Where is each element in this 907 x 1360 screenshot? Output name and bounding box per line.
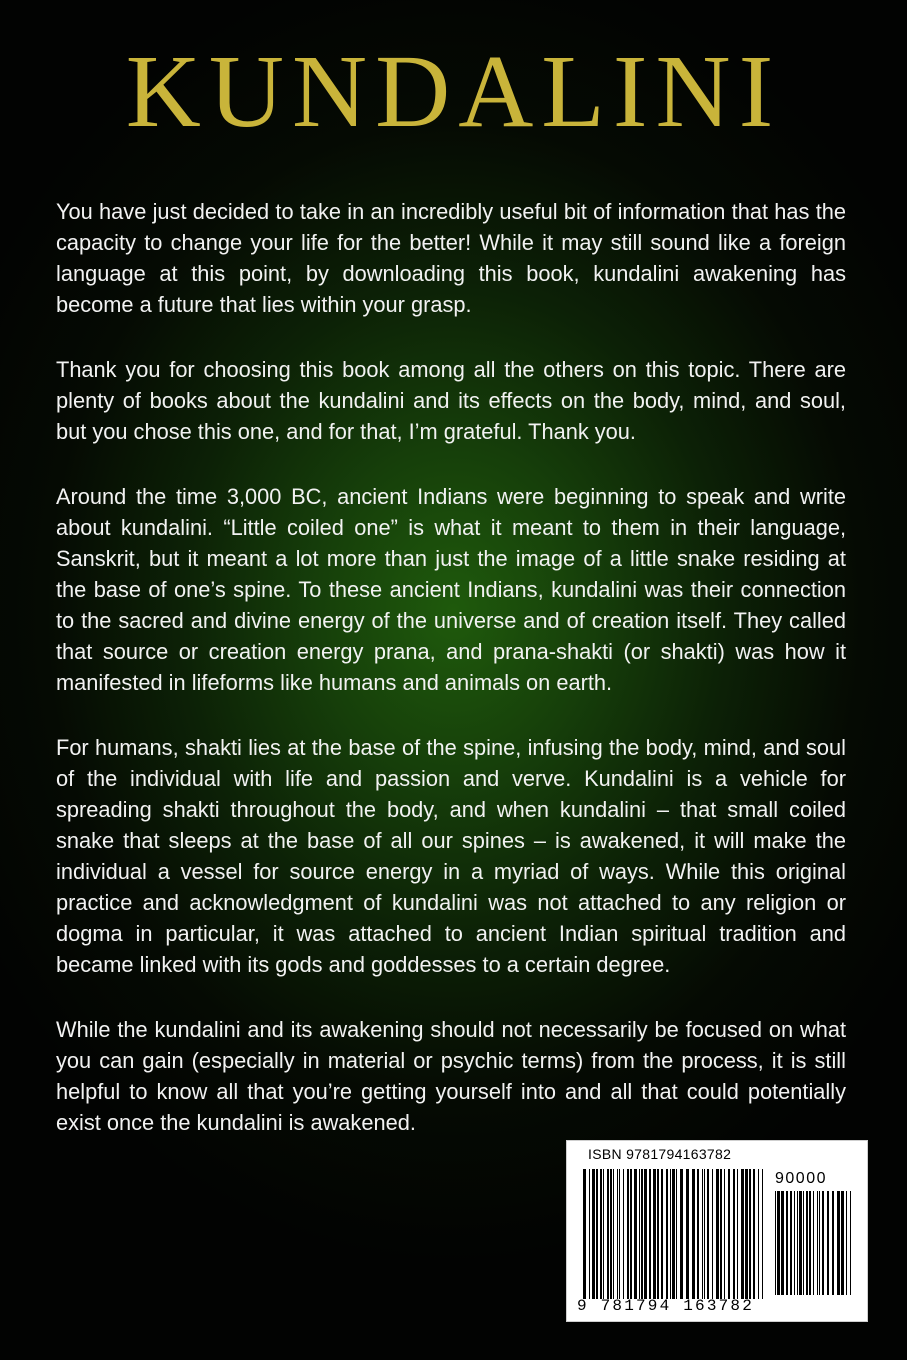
price-code: 90000 bbox=[775, 1170, 827, 1187]
ean13-bars-graphic bbox=[581, 1169, 767, 1299]
isbn-label: ISBN 9781794163782 bbox=[588, 1146, 732, 1162]
book-title: KUNDALINI bbox=[125, 34, 782, 149]
ean-digits: 9 781794 163782 bbox=[577, 1297, 755, 1315]
back-cover-blurb bbox=[56, 196, 846, 1172]
isbn-barcode bbox=[566, 1140, 868, 1322]
blurb-paragraph-1: You have just decided to take in an incredibly useful bit of information that has the capacity to change your life for the better! While it may still sound like a foreign language at this point, by downloading this book, kundalini awakening has become a future that lies within your grasp. bbox=[56, 199, 846, 317]
blurb-paragraph-3: Around the time 3,000 BC, ancient Indians were beginning to speak and write about kundalini. “Little coiled one” is what it meant to them in their language, Sanskrit, but it meant a lot more than just the image of a little snake residing at the base of one’s spine. To these ancient Indians, kundalini was their connection to the sacred and divine energy of the universe and of creation itself. They called that source or creation energy prana, and prana-shakti (or shakti) was how it manifested in lifeforms like humans and animals on earth. bbox=[56, 484, 846, 695]
blurb-paragraph-5: While the kundalini and its awakening should not necessarily be focused on what you can gain (especially in material or psychic terms) from the process, it is still helpful to know all that you’re getting yourself into and all that could potentially exist once the kundalini is awakened. bbox=[56, 1017, 846, 1135]
blurb-paragraph-2: Thank you for choosing this book among all the others on this topic. There are plenty of books about the kundalini and its effects on the body, mind, and soul, but you chose this one, and for that, I’m grateful. Thank you. bbox=[56, 357, 846, 444]
addon-bars-graphic bbox=[773, 1191, 857, 1295]
blurb-paragraph-4: For humans, shakti lies at the base of the spine, infusing the body, mind, and soul of the individual with life and passion and verve. Kundalini is a vehicle for spreading shakti throughout the body, and when kundalini – that small coiled snake that sleeps at the base of all our spines – is awakened, it will make the individual a vessel for source energy in a myriad of ways. While this original practice and acknowledgment of kundalini was not attached to any religion or dogma in particular, it was attached to ancient Indian spiritual tradition and became linked with its gods and goddesses to a certain degree. bbox=[56, 735, 846, 977]
